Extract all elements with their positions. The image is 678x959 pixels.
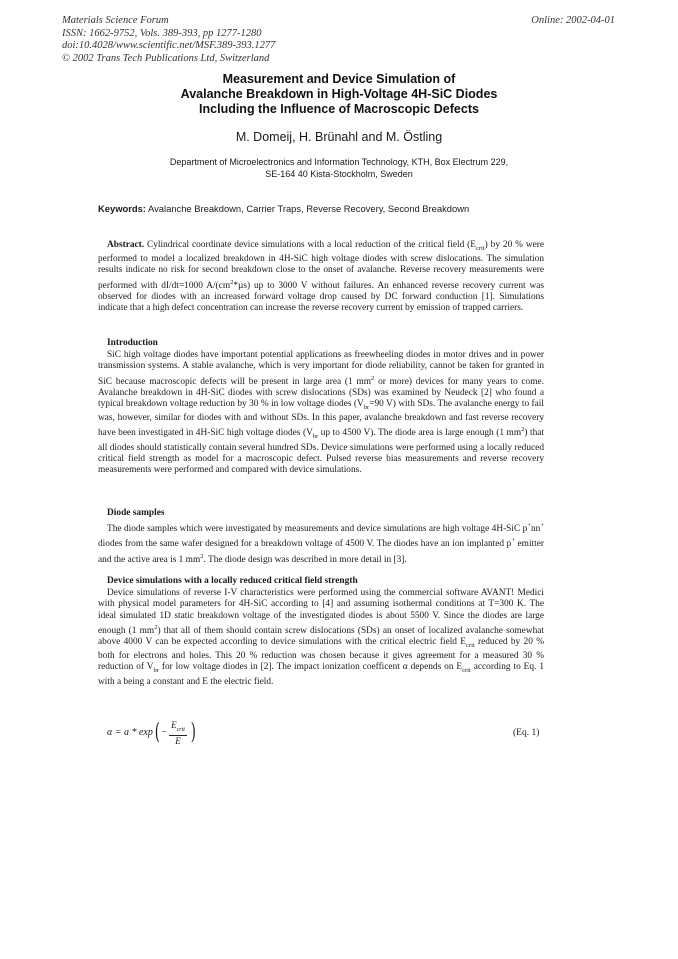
- paper-title: [60, 72, 618, 117]
- numerator-subscript: crit: [176, 726, 185, 733]
- right-paren: ): [190, 719, 196, 745]
- introduction-heading: Introduction: [107, 338, 158, 348]
- device-sim-heading: Device simulations with a locally reduced critical field strength: [107, 576, 358, 586]
- introduction-body: SiC high voltage diodes have important potential applications as freewheeling diodes in motor drives and in power transmission systems. A stable avalanche, which is very important for diode reliability, cannot be taken for granted in SiC because macroscopic defects will be present in large area (1 $mm^2$ or more) devices for many years to come. Avalanche breakdown in 4H-SiC diodes with screw dislocations (SDs) was examined by Neudeck [2] who found a typical breakdown voltage reduction by 30 % in low voltage diodes ($V_{br}=90$ V) with SDs. The avalanche energy to fail was, however, similar for diodes with and without SDs. In this paper, avalanche breakdown and fast reverse recovery have been investigated in 4H-SiC high voltage diodes ($V_{br}$ up to 4500 V). The diode area is large enough (1 $mm^2$) that all diodes should statistically contain several hundred SDs. Device simulations were performed using a locally reduced critical field strength as model for a macroscopic defect. Pulsed reverse bias measurements and reverse recovery measurements were performed and compared with device simulations.: [98, 350, 544, 476]
- abstract: Abstract. Cylindrical coordinate device simulations with a local reduction of the critical field $(E_{crit})$ by 20 % were performed to model a localized breakdown in 4H-SiC high voltage diodes with screw dislocations. The simulation results indicate no risk for second breakdown close to the onset of avalanche. Reverse recovery measurements were performed with dI/dt=1000 $A/(cm^2*\mu s)$ up to 3000 V without failures. An enhanced reverse recovery current was observed for diodes with an increased forward voltage drop caused by DC forward conduction [1]. Simulations indicate that a high defect concentration can increase the reverse recovery current by emission of trapped carriers.: [98, 240, 544, 314]
- device-sim-body: Device simulations of reverse I-V characteristics were performed using the commercial software AVANT! Medici with physical model parameters for 4H-SiC according to [4] and assuming isothermal conditions at T=300 K. The ideal simulated 1D static breakdown voltage of the investigated diodes is about 5500 V. Since the diodes are large enough (1 $mm^2$) that all of them should contain screw dislocations (SDs) an onset of localized avalanche somewhat above 4000 V can be expected according to device simulations with the critical electric field $E_{crit}$ reduced by 20 % both for electrons and holes. This 20 % reduction was chosen because it gives agreement for a measured 30 % reduction of $V_{br}$ for low voltage diodes in [2]. The impact ionization coefficent α depends on $E_{crit}$ according to Eq. 1 with a being a constant and E the electric field.: [98, 588, 544, 687]
- equation-label: (Eq. 1): [513, 728, 540, 738]
- abstract-label: Abstract.: [107, 240, 145, 250]
- keywords-text: Avalanche Breakdown, Carrier Traps, Reverse Recovery, Second Breakdown: [148, 203, 470, 214]
- online-date: Online: 2002-04-01: [531, 15, 615, 26]
- affiliation-line-1: Department of Microelectronics and Information Technology, KTH, Box Electrum 229,: [169, 157, 509, 167]
- title-line-3: Including the Influence of Macroscopic Defects: [199, 102, 479, 116]
- authors: M. Domeij, H. Brünahl and M. Östling: [235, 130, 443, 144]
- journal-name: Materials Science Forum: [62, 15, 169, 26]
- title-line-1: Measurement and Device Simulation of: [222, 72, 456, 86]
- keywords: [98, 203, 469, 215]
- affiliation-line-2: SE-164 40 Kista-Stockholm, Sweden: [265, 168, 413, 179]
- equation-minus: −: [161, 727, 168, 739]
- fraction-denominator: E: [175, 735, 181, 746]
- equation-lhs: α = a * exp: [107, 727, 153, 739]
- fraction-numerator: E: [171, 720, 177, 730]
- issn-line: ISSN: 1662-9752, Vols. 389-393, pp 1277-1280: [62, 27, 262, 39]
- journal-header: [62, 15, 275, 65]
- copyright-line: © 2002 Trans Tech Publications Ltd, Switzerland: [62, 52, 270, 64]
- equation-fraction: [169, 720, 187, 746]
- equation-1: [107, 720, 198, 746]
- diode-samples-heading: Diode samples: [107, 508, 165, 518]
- doi-line[interactable]: doi:10.4028/www.scientific.net/MSF.389-393.1277: [62, 40, 276, 51]
- keywords-label: Keywords:: [98, 203, 146, 214]
- left-paren: (: [154, 719, 160, 745]
- diode-samples-body: The diode samples which were investigated by measurements and device simulations are high voltage 4H-SiC p+nn+ diodes from the same wafer designed for a breakdown voltage of 4500 V. The diodes have an ion implanted p+ emitter and the active area is 1 $mm^2$. The diode design was described in more detail in [3].: [98, 522, 544, 565]
- title-line-2: Avalanche Breakdown in High-Voltage 4H-SiC Diodes: [180, 87, 498, 101]
- affiliation: [60, 157, 618, 180]
